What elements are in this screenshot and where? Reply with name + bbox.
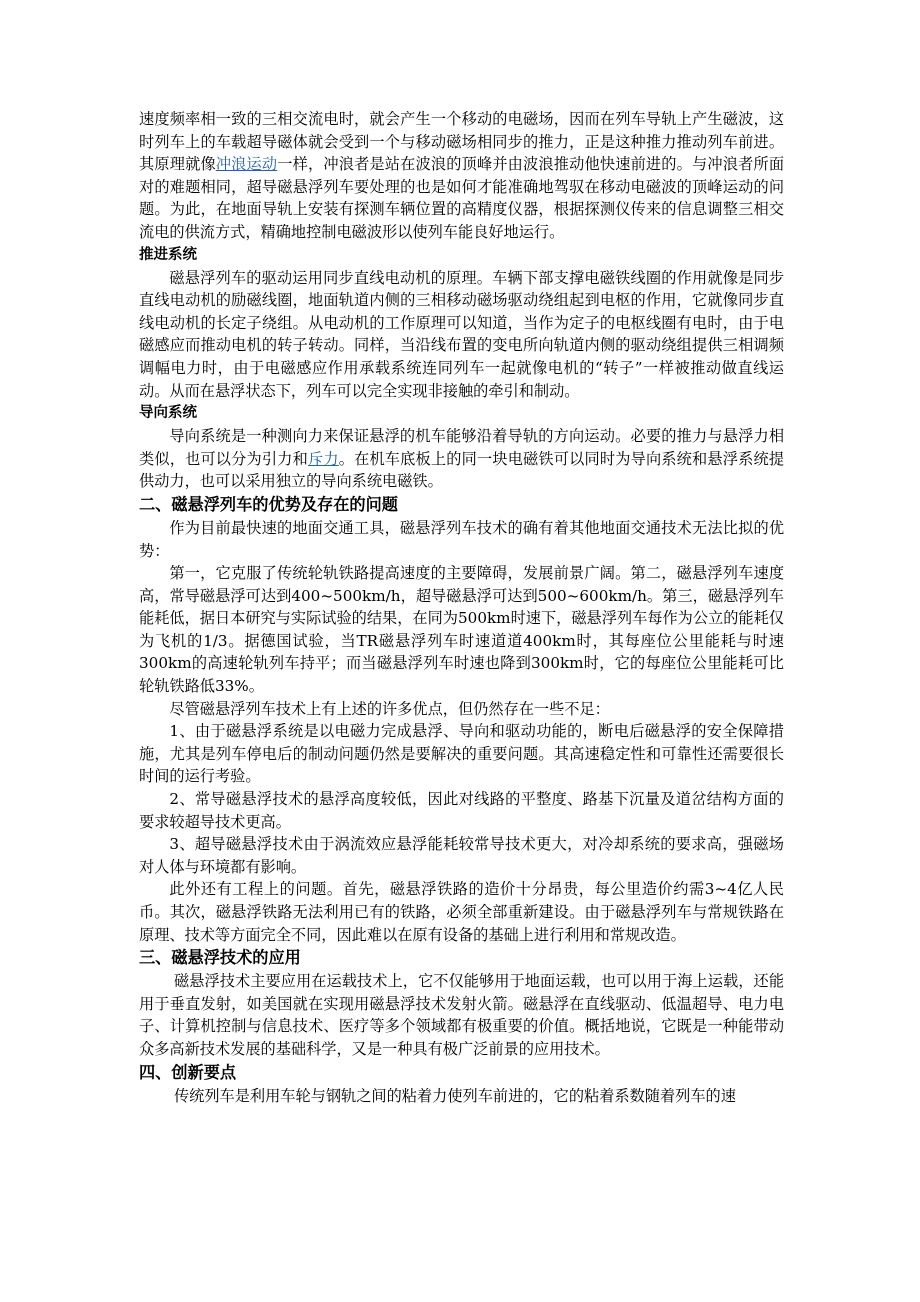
paragraph-guidance: [139, 425, 784, 493]
paragraph-text: 一样，冲浪者是站在波浪的顶峰并由波浪推动他快速前进的。与冲浪者所面对的难题相同，超导磁悬浮列车要处理的也是如何才能准确地驾驭在移动电磁波的顶峰运动的问题。为此，在地面导轨上安装有探测车辆位置的高精度仪器，根据探测仪传来的信息调整三相交流电的供流方式，精确地控制电磁波形以使列车能良好地运行。: [139, 155, 785, 241]
paragraph-shortcoming-1: 1、由于磁悬浮系统是以电磁力完成悬浮、导向和驱动功能的，断电后磁悬浮的安全保障措施，尤其是列车停电后的制动问题仍然是要解决的重要问题。其高速稳定性和可靠性还需要很长时间的运行考验。: [139, 722, 784, 786]
paragraph-shortcomings-intro: 尽管磁悬浮列车技术上有上述的许多优点，但仍然存在一些不足：: [169, 699, 610, 718]
heading-section-4: 四、创新要点: [139, 1062, 237, 1082]
paragraph-engineering-issues: 此外还有工程上的问题。首先，磁悬浮铁路的造价十分昂贵，每公里造价约需3~4亿人民币。其次，磁悬浮铁路无法利用已有的铁路，必须全部重新建设。由于磁悬浮列车与常规铁路在原理、技术等方面完全不同，因此难以在原有设备的基础上进行利用和常规改造。: [139, 880, 784, 944]
paragraph-advantages: 第一，它克服了传统轮轨铁路提高速度的主要障碍，发展前景广阔。第二，磁悬浮列车速度高，常导磁悬浮可达到400~500km/h，超导磁悬浮可达到500~600km/h。第三，磁悬浮列车能耗低，据日本研究与实际试验的结果，在同为500km时速下，磁悬浮列车每作为公立的能耗仅为飞机的1/3。据德国试验，当TR磁悬浮列车时速道道400km时，其每座位公里能耗与时速300km的高速轮轨列车持平；而当磁悬浮列车时速也降到300km时，它的每座位公里能耗可比轮轨铁路低33%。: [139, 564, 784, 696]
heading-section-3: 三、磁悬浮技术的应用: [139, 948, 301, 968]
paragraph-propulsion: 磁悬浮列车的驱动运用同步直线电动机的原理。车辆下部支撑电磁铁线圈的作用就像是同步直线电动机的励磁线圈，地面轨道内侧的三相移动磁场驱动绕组起到电枢的作用，它就像同步直线电动机的长定子绕组。从电动机的工作原理可以知道，当作为定子的电枢线圈有电时，由于电磁感应而推动电机的转子转动。同样，当沿线布置的变电所向轨道内侧的驱动绕组提供三相调频调幅电力时，由于电磁感应作用承载系统连同列车一起就像电机的“转子”一样被推动做直线运动。从而在悬浮状态下，列车可以完全实现非接触的牵引和制动。: [139, 268, 784, 400]
paragraph-advantages-intro: 作为目前最快速的地面交通工具，磁悬浮列车技术的确有着其他地面交通技术无法比拟的优势：: [139, 518, 784, 560]
heading-guidance-system: 导向系统: [139, 405, 197, 422]
paragraph-text: 导向系统是一种测向力来保证悬浮的机车能够沿着导轨的方向运动。必要的推力与悬浮力相类似，也可以分为引力和: [139, 427, 784, 468]
heading-section-2: 二、磁悬浮列车的优势及存在的问题: [139, 494, 398, 514]
heading-propulsion-system: 推进系统: [139, 246, 197, 263]
paragraph-applications: 磁悬浮技术主要应用在运载技术上，它不仅能够用于地面运载，也可以用于海上运载，还能用于垂直发射，如美国就在实现用磁悬浮技术发射火箭。磁悬浮在直线驱动、低温超导、电力电子、计算机控制与信息技术、医疗等多个领域都有极重要的价值。概括地说，它既是一种能带动众多高新技术发展的基础科学，又是一种具有极广泛前景的应用技术。: [139, 972, 784, 1058]
link-surfing[interactable]: 冲浪运动: [215, 155, 278, 174]
paragraph-shortcoming-2: 2、常导磁悬浮技术的悬浮高度较低，因此对线路的平整度、路基下沉量及道岔结构方面的要求较超导技术更高。: [139, 790, 784, 831]
link-repulsion[interactable]: 斥力: [307, 449, 339, 468]
document-page: [139, 108, 784, 1107]
paragraph-text: 。在机车底板上的同一块电磁铁可以同时为导向系统和悬浮系统提供动力，也可以采用独立的导向系统电磁铁。: [139, 449, 785, 491]
paragraph-text: 速度频率相一致的三相交流电时，就会产生一个移动的电磁场，因而在列车导轨上产生磁波，这时列车上的车载超导磁体就会受到一个与移动磁场相同步的推力，正是这种推力推动列车前进。其原理就像: [139, 110, 784, 174]
paragraph-surfing: [139, 108, 784, 244]
paragraph-shortcoming-3: 3、超导磁悬浮技术由于涡流效应悬浮能耗较常导技术更大，对冷却系统的要求高，强磁场对人体与环境都有影响。: [139, 835, 784, 876]
paragraph-innovation: 传统列车是利用车轮与钢轨之间的粘着力使列车前进的，它的粘着系数随着列车的速: [173, 1086, 736, 1105]
